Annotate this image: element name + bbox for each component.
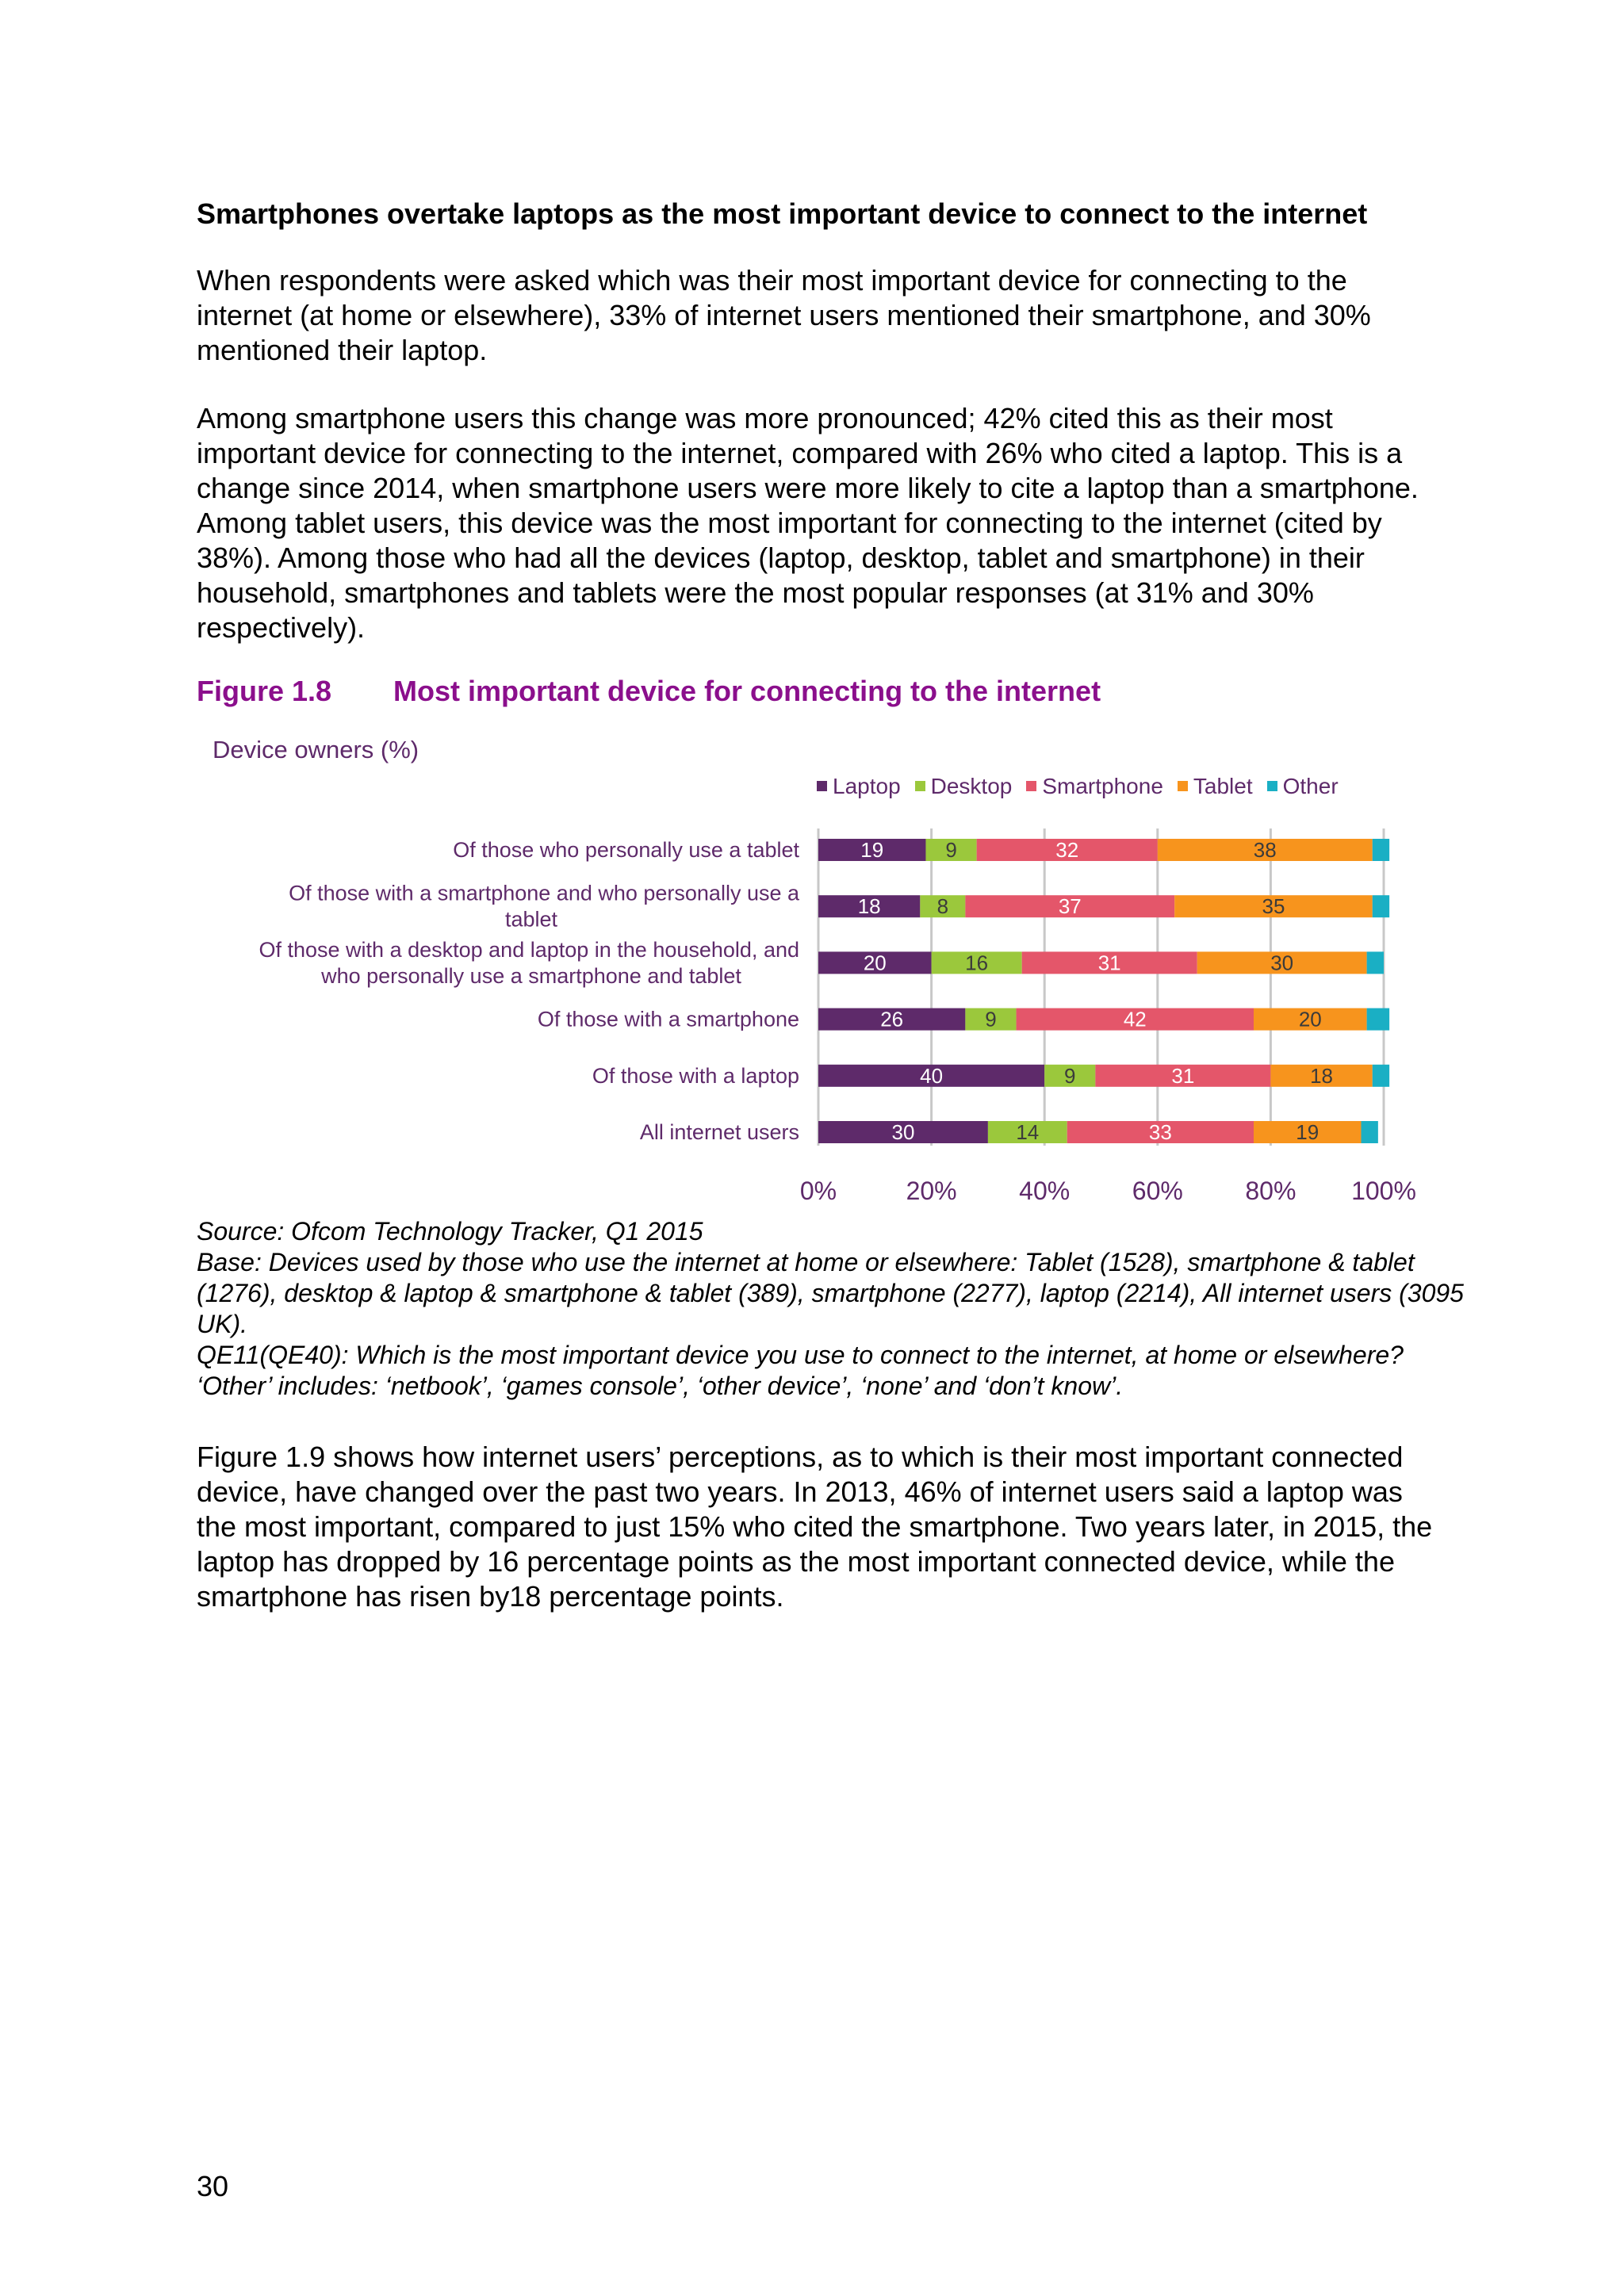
category-label: Of those with a laptop [592, 1063, 799, 1088]
category-label: Of those with a smartphone and who personally use a tablet [289, 881, 799, 932]
legend-label: Laptop [833, 774, 901, 798]
data-label: 31 [1171, 1063, 1195, 1088]
body-paragraph-1: When respondents were asked which was their most important device for connecting to the internet (at home or elsewhere), 33% of internet users mentioned their smartphone, and 30% mentioned their laptop. [197, 264, 1371, 366]
bar-segment-other [1373, 895, 1389, 917]
data-label: 33 [1148, 1120, 1172, 1144]
x-tick-label: 60% [1132, 1177, 1183, 1205]
bar-segment-other [1373, 839, 1389, 861]
legend-label: Smartphone [1042, 774, 1163, 798]
data-label: 37 [1058, 894, 1082, 919]
data-label: 30 [891, 1120, 915, 1144]
data-label: 32 [1055, 838, 1079, 862]
category-label: All internet users [639, 1120, 799, 1144]
category-label: Of those with a desktop and laptop in the household, and who personally use a smartphone and tablet [259, 937, 799, 988]
chart-ylabel: Device owners (%) [213, 736, 419, 763]
figure-title: Most important device for connecting to the internet [393, 675, 1101, 707]
legend-label: Desktop [930, 774, 1013, 798]
body-paragraph-3: Figure 1.9 shows how internet users’ perceptions, as to which is their most important connected device, have changed over the past two years. In 2013, 46% of internet users said a laptop was the most important, compared to just 15% who cited the smartphone. Two years later, in 2015, the laptop has dropped by 16 percentage points as the most important connected device, while the smartphone has risen by18 percentage points. [197, 1441, 1433, 1613]
source-line: Source: Ofcom Technology Tracker, Q1 2015 [197, 1217, 703, 1246]
data-label: 20 [863, 951, 887, 975]
x-tick-label: 40% [1019, 1177, 1071, 1205]
data-label: 19 [860, 838, 884, 862]
x-tick-label: 0% [799, 1177, 837, 1205]
data-label: 30 [1270, 951, 1294, 975]
x-tick-label: 100% [1351, 1177, 1416, 1205]
bar-segment-other [1361, 1121, 1377, 1143]
base-line: Base: Devices used by those who use the internet at home or elsewhere: Tablet (1528), smartphone & tablet (1276), desktop & laptop & smartphone & tablet (389), smartphone (2277), laptop (2214), All internet users (3095 UK). [197, 1248, 1464, 1338]
figure-source-notes [197, 1216, 1465, 1402]
data-label: 18 [857, 894, 881, 919]
figure-number: Figure 1.8 [197, 675, 332, 707]
question-line: QE11(QE40): Which is the most important device you use to connect to the internet, at home or elsewhere? ‘Other’ includes: ‘netbook’, ‘games console’, ‘other device’, ‘none’ and ‘don’t know’. [197, 1341, 1404, 1400]
data-label: 18 [1310, 1063, 1334, 1088]
data-label: 19 [1296, 1120, 1320, 1144]
legend-label: Tablet [1193, 774, 1253, 798]
category-label: Of those who personally use a tablet [453, 838, 799, 862]
bar-segment-other [1367, 951, 1384, 974]
data-label: 26 [880, 1007, 904, 1031]
data-label: 31 [1097, 951, 1121, 975]
category-label: Of those with a smartphone [537, 1007, 799, 1031]
data-label: 9 [945, 838, 957, 862]
data-label: 20 [1298, 1007, 1322, 1031]
data-label: 8 [936, 894, 949, 919]
x-tick-label: 20% [906, 1177, 957, 1205]
bar-segment-other [1373, 1065, 1389, 1087]
page-number: 30 [197, 2170, 229, 2202]
data-label: 42 [1123, 1007, 1147, 1031]
data-label: 9 [1064, 1063, 1076, 1088]
x-tick-label: 80% [1245, 1177, 1297, 1205]
section-heading: Smartphones overtake laptops as the most important device to connect to the internet [197, 197, 1368, 230]
data-label: 16 [965, 951, 989, 975]
data-label: 40 [920, 1063, 944, 1088]
data-label: 38 [1253, 838, 1277, 862]
body-paragraph-2: Among smartphone users this change was more pronounced; 42% cited this as their most important device for connecting to the internet, compared with 26% who cited a laptop. This is a change since 2014, when smartphone users were more likely to cite a laptop than a smartphone. Among tablet users, this device was the most important for connecting to the internet (cited by 38%). Among those who had all the devices (laptop, desktop, tablet and smartphone) in their household, smartphones and tablets were the most popular responses (at 31% and 30% respectively). [197, 402, 1419, 644]
legend-label: Other [1282, 774, 1339, 798]
data-label: 35 [1262, 894, 1285, 919]
bar-segment-other [1367, 1008, 1390, 1031]
data-label: 14 [1016, 1120, 1040, 1144]
data-label: 9 [985, 1007, 997, 1031]
